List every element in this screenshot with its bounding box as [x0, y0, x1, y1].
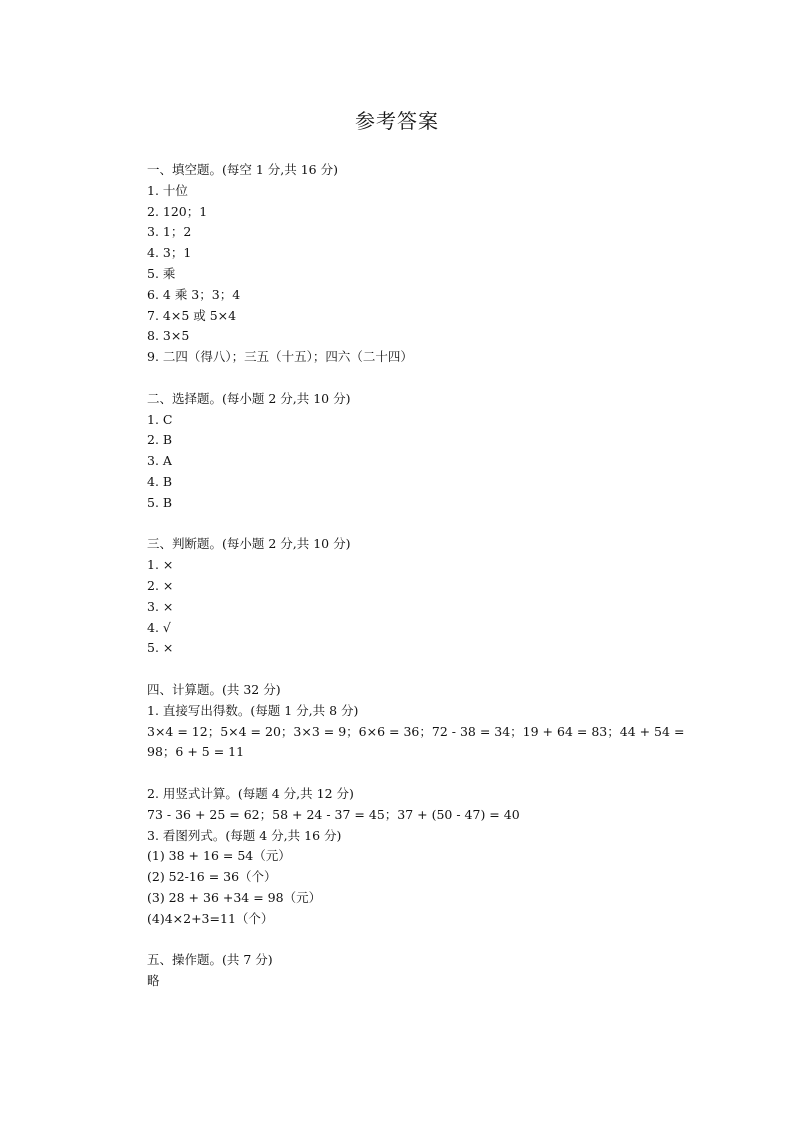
- answer-content: [147, 160, 747, 992]
- section-heading: 二、选择题。(每小题 2 分,共 10 分): [147, 390, 351, 406]
- answer-item: 7. 4×5 或 5×4: [147, 307, 237, 323]
- answer-item: 略: [147, 973, 160, 989]
- answer-line: 73 - 36 + 25 = 62；58 + 24 - 37 = 45；37 + (50 - 47) = 40: [147, 806, 520, 822]
- answer-item: (2) 52-16 = 36（个）: [147, 869, 277, 885]
- subsection-heading: 1. 直接写出得数。(每题 1 分,共 8 分): [147, 702, 359, 718]
- section-heading: 一、填空题。(每空 1 分,共 16 分): [147, 162, 338, 177]
- section-operation: [147, 950, 747, 992]
- answer-item: 5. ×: [147, 640, 174, 656]
- answer-line: 3×4 = 12；5×4 = 20；3×3 = 9；6×6 = 36；72 - 38 = 34；19 + 64 = 83；44 + 54 =: [147, 723, 685, 739]
- answer-item: 4. B: [147, 473, 173, 489]
- section-multiple-choice: [147, 389, 747, 514]
- answer-item: 1. 十位: [147, 182, 188, 198]
- answer-item: 9. 二四（得八）；三五（十五）；四六（二十四）: [147, 349, 413, 365]
- answer-item: 2. ×: [147, 577, 174, 593]
- answer-line: 98；6 + 5 = 11: [147, 744, 245, 760]
- answer-item: 3. 1；2: [147, 224, 192, 240]
- page-title: 参考答案: [355, 109, 439, 133]
- answer-item: 3. ×: [147, 598, 174, 614]
- answer-item: (3) 28 + 36 +34 = 98（元）: [147, 889, 322, 905]
- section-heading: 四、计算题。(共 32 分): [147, 681, 281, 697]
- answer-item: 2. B: [147, 432, 173, 448]
- answer-item: 1. C: [147, 411, 173, 427]
- answer-item: 2. 120；1: [147, 203, 208, 219]
- section-calculation: [147, 680, 747, 930]
- answer-item: 5. B: [147, 494, 173, 510]
- section-true-false: [147, 534, 747, 659]
- section-fill-in-blank: [147, 160, 747, 368]
- answer-item: 4. 3；1: [147, 245, 192, 261]
- answer-item: (1) 38 + 16 = 54（元）: [147, 848, 291, 864]
- subsection-heading: 2. 用竖式计算。(每题 4 分,共 12 分): [147, 785, 354, 801]
- answer-item: (4)4×2+3=11（个）: [147, 910, 274, 926]
- answer-item: 3. A: [147, 453, 172, 469]
- section-heading: 三、判断题。(每小题 2 分,共 10 分): [147, 536, 351, 552]
- answer-item: 5. 乘: [147, 265, 176, 281]
- subsection-heading: 3. 看图列式。(每题 4 分,共 16 分): [147, 827, 342, 843]
- answer-item: 6. 4 乘 3；3；4: [147, 286, 241, 302]
- answer-item: 8. 3×5: [147, 328, 190, 344]
- answer-item: 1. ×: [147, 557, 174, 573]
- section-heading: 五、操作题。(共 7 分): [147, 952, 273, 968]
- answer-item: 4. √: [147, 619, 171, 635]
